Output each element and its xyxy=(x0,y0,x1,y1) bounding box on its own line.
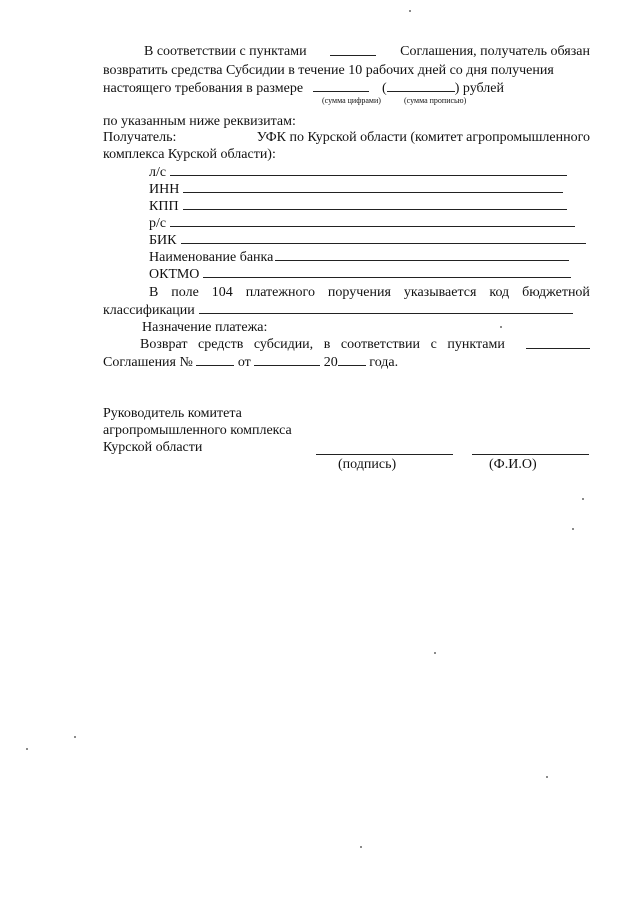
field-bik: БИК xyxy=(149,232,586,249)
field-oktmo: ОКТМО xyxy=(149,266,571,283)
scan-speck xyxy=(74,736,76,738)
field-kpp: КПП xyxy=(149,198,567,215)
scan-speck xyxy=(582,498,584,500)
payment-purpose-label: Назначение платежа: xyxy=(142,320,268,335)
field-ls: л/с xyxy=(149,164,567,181)
payment-line2: Соглашения № от 20 года. xyxy=(103,355,399,370)
hint-digits: (сумма цифрами) xyxy=(322,96,381,105)
budget-line2: классификации xyxy=(103,302,573,319)
payment-line1: Возврат средств субсидии, в соответствии с пунктами xyxy=(140,337,590,353)
recipient-line2: комплекса Курской области): xyxy=(103,147,276,162)
scan-speck xyxy=(546,776,548,778)
signature-caption: (подпись) xyxy=(338,457,397,472)
field-inn: ИНН xyxy=(149,181,563,198)
signer-line1: Руководитель комитета xyxy=(103,406,242,421)
name-caption: (Ф.И.О) xyxy=(489,457,537,472)
scan-speck xyxy=(409,10,411,12)
para1-line2: возвратить средства Субсидии в течение 10 рабочих дней со дня получения xyxy=(103,63,554,78)
field-bank: Наименование банка xyxy=(149,249,569,266)
sum-words-blank xyxy=(387,80,455,92)
signature-line xyxy=(316,454,453,455)
para1-line3: настоящего требования в размере ( ) рублей xyxy=(103,81,504,96)
scan-speck xyxy=(360,846,362,848)
name-line xyxy=(472,454,589,455)
para1-line1: В соответствии с пунктами Соглашения, получатель обязан xyxy=(144,44,590,59)
scan-speck xyxy=(500,326,502,328)
points-blank xyxy=(330,44,376,56)
sum-digits-blank xyxy=(313,80,369,92)
recipient-line1: Получатель: УФК по Курской области (комитет агропромышленного xyxy=(103,130,590,145)
signer-line2: агропромышленного комплекса xyxy=(103,423,292,438)
requisites-intro: по указанным ниже реквизитам: xyxy=(103,114,296,129)
field-rs: р/с xyxy=(149,215,575,232)
hint-words: (сумма прописью) xyxy=(404,96,467,105)
scan-speck xyxy=(572,528,574,530)
scan-speck xyxy=(434,652,436,654)
signer-line3: Курской области xyxy=(103,440,203,455)
budget-line1: В поле 104 платежного поручения указывается код бюджетной xyxy=(149,285,590,300)
scan-speck xyxy=(26,748,28,750)
